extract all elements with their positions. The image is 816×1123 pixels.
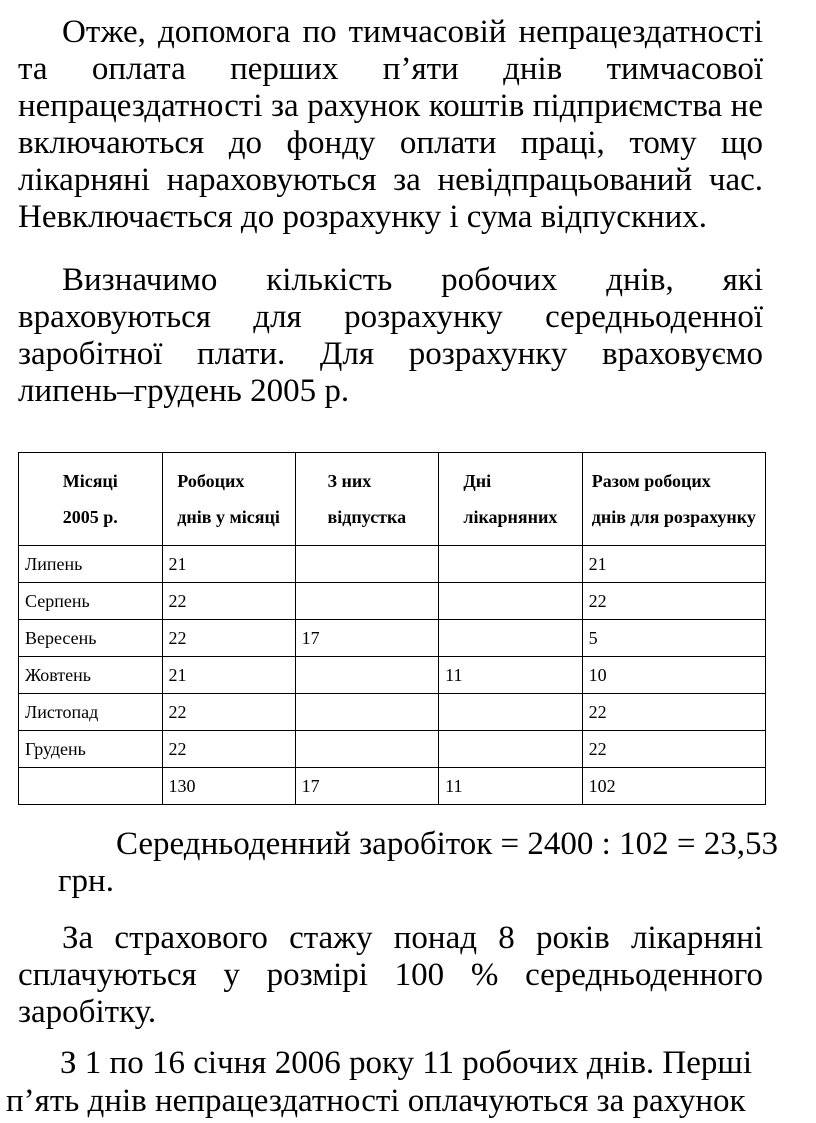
cell-month: Серпень [19, 583, 163, 620]
cell-month: Жовтень [19, 657, 163, 694]
cell-working-days: 21 [162, 546, 295, 583]
table-row [19, 583, 766, 620]
cell-vacation [295, 657, 439, 694]
cell-total-days: 22 [582, 583, 765, 620]
table-row [19, 731, 766, 768]
cell-vacation [295, 694, 439, 731]
paragraph-working-days-intro: Визначимо кількість робочих днів, які враховуються для розрахунку середньоденної заробітної плати. Для розрахунку враховуємо липень–грудень 2005 р. [18, 262, 763, 409]
cell-sick-days [439, 583, 583, 620]
cell-working-days: 21 [162, 657, 295, 694]
cell-total-vacation: 17 [295, 768, 439, 805]
cell-total-days: 5 [582, 620, 765, 657]
cell-total-working-days: 130 [162, 768, 295, 805]
cell-working-days: 22 [162, 694, 295, 731]
header-working-days: Робоцих днів у місяці [162, 453, 295, 546]
paragraph-insurance-experience: За страхового стажу понад 8 років лікарняні сплачуються у розмірі 100 % середньоденного заробітку. [18, 920, 763, 1030]
cell-vacation [295, 731, 439, 768]
cell-vacation: 17 [295, 620, 439, 657]
cell-working-days: 22 [162, 620, 295, 657]
cell-month: Листопад [19, 694, 163, 731]
cell-sick-days: 11 [439, 657, 583, 694]
header-vacation: З них відпустка [295, 453, 439, 546]
cell-total-days: 21 [582, 546, 765, 583]
cell-sick-days [439, 694, 583, 731]
header-month: Місяці 2005 р. [19, 453, 163, 546]
cell-working-days: 22 [162, 731, 295, 768]
cell-total-days: 10 [582, 657, 765, 694]
header-total-days: Разом робоцих днів для розрахунку [582, 453, 765, 546]
cell-month: Грудень [19, 731, 163, 768]
table-row [19, 620, 766, 657]
working-days-table [18, 452, 766, 805]
cell-month: Липень [19, 546, 163, 583]
cell-month [19, 768, 163, 805]
table-row [19, 546, 766, 583]
paragraph-sick-pay-exclusion: Отже, допомога по тимчасовій непрацездатності та оплата перших п’яти днів тимчасової непрацездатності за рахунок коштів підприємства не включаються до фонду оплати праці, тому що лікарняні нараховуються за невідпрацьований час. Невключається до розрахунку і сума відпускних. [18, 14, 763, 235]
table-row [19, 694, 766, 731]
table-header-row [19, 453, 766, 546]
cell-month: Вересень [19, 620, 163, 657]
table-row [19, 657, 766, 694]
cell-vacation [295, 583, 439, 620]
header-sick-days: Дні лікарняних [439, 453, 583, 546]
cell-vacation [295, 546, 439, 583]
table-total-row [19, 768, 766, 805]
cell-total-sick-days: 11 [439, 768, 583, 805]
cell-grand-total: 102 [582, 768, 765, 805]
cell-sick-days [439, 731, 583, 768]
cell-working-days: 22 [162, 583, 295, 620]
cell-total-days: 22 [582, 731, 765, 768]
cell-sick-days [439, 546, 583, 583]
cell-sick-days [439, 620, 583, 657]
cell-total-days: 22 [582, 694, 765, 731]
paragraph-average-daily-earnings: Середньоденний заробіток = 2400 : 102 = 23,53 грн. [58, 826, 778, 899]
paragraph-january-days: З 1 по 16 січня 2006 року 11 робочих днів. Перші п’ять днів непрацездатності оплачуються за рахунок [6, 1045, 752, 1119]
